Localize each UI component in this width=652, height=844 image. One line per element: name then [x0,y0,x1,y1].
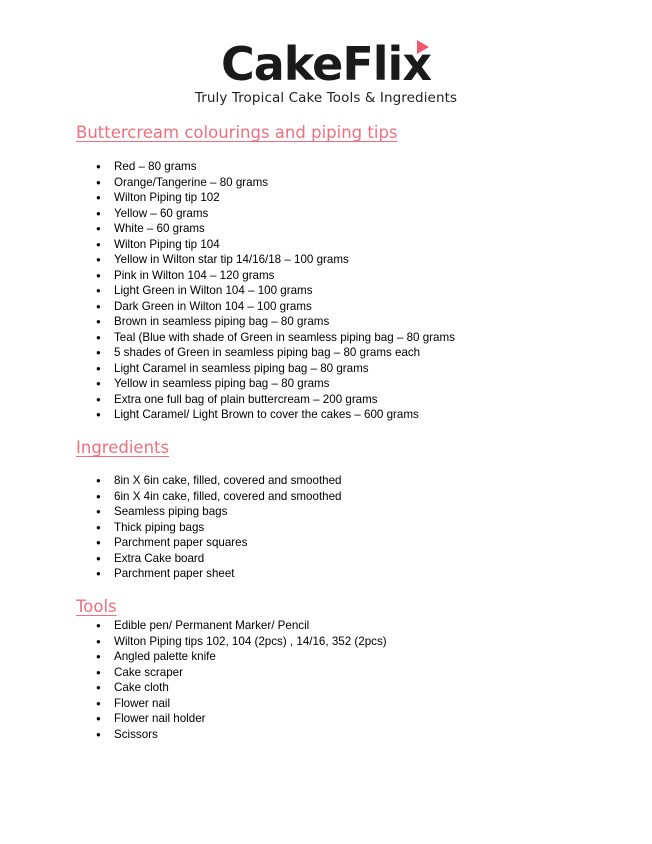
ingredients-list [76,473,616,582]
section-title: Buttercream colourings and piping tips [76,123,398,142]
list-item: ● Light Green in Wilton 104 – 100 grams [76,283,616,299]
document-header [0,36,652,106]
buttercream-list [76,159,616,423]
list-item: ● Angled palette knife [76,649,616,665]
list-item: ● Yellow in seamless piping bag – 80 grams [76,376,616,392]
list-item: ● Orange/Tangerine – 80 grams [76,175,616,191]
brand-logo [221,36,431,92]
list-item: ● Yellow – 60 grams [76,206,616,222]
list-item: ● Thick piping bags [76,520,616,536]
section-ingredients [76,437,616,582]
logo-text: CakeFlix [221,37,431,91]
list-item: ● Light Caramel in seamless piping bag – 80 grams [76,361,616,377]
list-item: ● Wilton Piping tip 102 [76,190,616,206]
list-item: ● Wilton Piping tips 102, 104 (2pcs) , 14/16, 352 (2pcs) [76,634,616,650]
list-item: ● Cake scraper [76,665,616,681]
play-triangle-icon [417,40,429,54]
list-item: ● 6in X 4in cake, filled, covered and smoothed [76,489,616,505]
list-item: ● Parchment paper sheet [76,566,616,582]
list-item: ● Red – 80 grams [76,159,616,175]
list-item: ● 8in X 6in cake, filled, covered and smoothed [76,473,616,489]
list-item: ● Extra one full bag of plain buttercream – 200 grams [76,392,616,408]
list-item: ● Edible pen/ Permanent Marker/ Pencil [76,618,616,634]
list-item: ● Brown in seamless piping bag – 80 grams [76,314,616,330]
list-item: ● Seamless piping bags [76,504,616,520]
list-item: ● White – 60 grams [76,221,616,237]
list-item: ● Extra Cake board [76,551,616,567]
list-item: ● 5 shades of Green in seamless piping bag – 80 grams each [76,345,616,361]
list-item: ● Yellow in Wilton star tip 14/16/18 – 100 grams [76,252,616,268]
section-buttercream [76,122,616,423]
list-item: ● Parchment paper squares [76,535,616,551]
tools-list [76,618,616,742]
list-item: ● Flower nail holder [76,711,616,727]
list-item: ● Cake cloth [76,680,616,696]
list-item: ● Wilton Piping tip 104 [76,237,616,253]
list-item: ● Light Caramel/ Light Brown to cover the cakes – 600 grams [76,407,616,423]
section-tools [76,596,616,742]
list-item: ● Scissors [76,727,616,743]
list-item: ● Dark Green in Wilton 104 – 100 grams [76,299,616,315]
tagline: Truly Tropical Cake Tools & Ingredients [194,90,458,106]
list-item: ● Pink in Wilton 104 – 120 grams [76,268,616,284]
list-item: ● Flower nail [76,696,616,712]
section-title: Tools [76,597,117,616]
section-title: Ingredients [76,438,170,457]
list-item: ● Teal (Blue with shade of Green in seamless piping bag – 80 grams [76,330,616,346]
